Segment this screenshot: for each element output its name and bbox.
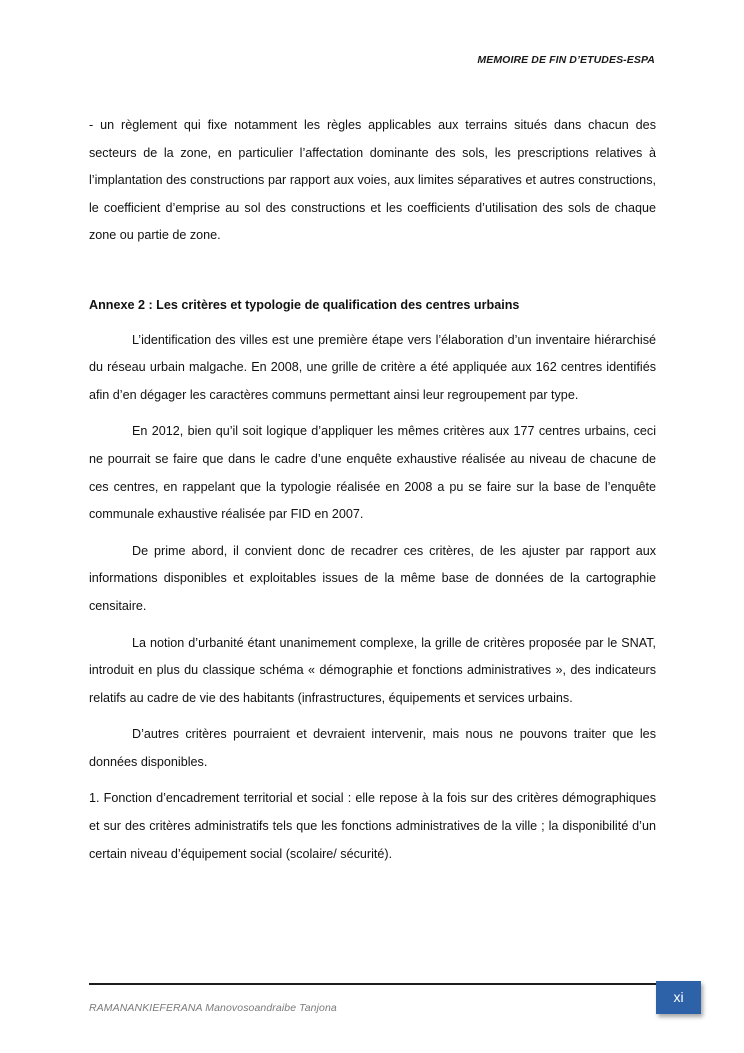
footer-author: RAMANANKIEFERANA Manovosoandraibe Tanjona [89,1002,337,1014]
section-title-annexe-2: Annexe 2 : Les critères et typologie de qualification des centres urbains [89,297,520,312]
paragraph-2012: En 2012, bien qu’il soit logique d’appliquer les mêmes critères aux 177 centres urbains, ceci ne pourrait se faire que dans le cadre d’une enquête exhaustive réalisée au niveau de chacune de ces centres, en rappelant que la typologie réalisée en 2008 a pu se faire sur la base de l’enquête communale exhaustive réalisée par FID en 2007. [89,424,656,522]
paragraph-autres-criteres: D’autres critères pourraient et devraient intervenir, mais nous ne pouvons traiter que les données disponibles. [89,727,656,769]
paragraph-reglement: - un règlement qui fixe notamment les règles applicables aux terrains situés dans chacun des secteurs de la zone, en particulier l’affectation dominante des sols, les prescriptions relatives à l’implantation des constructions par rapport aux voies, aux limites séparatives et autres constructions, le coefficient d’emprise au sol des constructions et les coefficients d’utilisation des sols de chaque zone ou partie de zone. [89,118,656,243]
paragraph-fonction-encadrement: 1. Fonction d’encadrement territorial et social : elle repose à la fois sur des critères démographiques et sur des critères administratifs tels que les fonctions administratives de la ville ; la disponibilité d’un certain niveau d’équipement social (scolaire/ sécurité). [89,791,656,861]
paragraph-prime-abord: De prime abord, il convient donc de recadrer ces critères, de les ajuster par rapport aux informations disponibles et exploitables issues de la même base de données de la cartographie censitaire. [89,543,656,613]
page-number-badge: xi [656,981,701,1014]
footer-divider [89,983,673,985]
document-body [89,112,656,868]
paragraph-identification: L’identification des villes est une première étape vers l’élaboration d’un inventaire hiérarchisé du réseau urbain malgache. En 2008, une grille de critère a été appliquée aux 162 centres identifiés afin d’en dégager les caractères communs permettant ainsi leur regroupement par type. [89,332,656,402]
running-header: MEMOIRE DE FIN D’ETUDES-ESPA [477,54,655,66]
paragraph-urbanite: La notion d’urbanité étant unanimement complexe, la grille de critères proposée par le SNAT, introduit en plus du classique schéma « démographie et fonctions administratives », des indicateurs relatifs au cadre de vie des habitants (infrastructures, équipements et services urbains. [89,635,656,705]
